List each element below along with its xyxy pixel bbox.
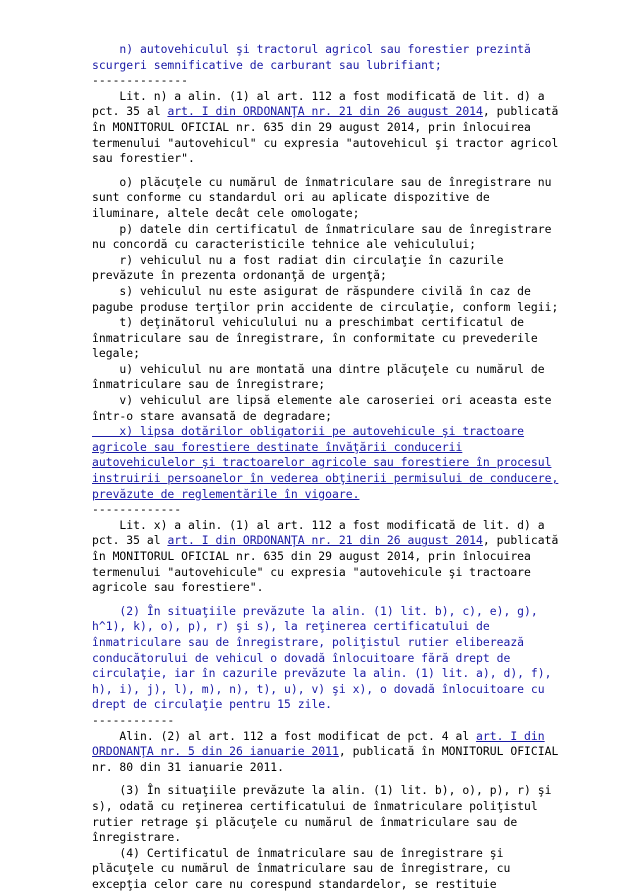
text-segment: legale; (92, 346, 141, 361)
text-segment: h), i), j), l), m), n), t), u), v) şi x), o dovadă înlocuitoare cu (92, 681, 545, 696)
text-segment: v) vehiculul are lipsă elemente ale caroseriei ori aceasta este (92, 393, 552, 408)
text-segment: pct. 35 al (92, 533, 168, 548)
text-segment: plăcuţele cu numărul de înmatriculare sau de înregistrare, cu (92, 861, 511, 876)
text-line (92, 175, 566, 191)
text-segment: s) vehiculul nu este asigurat de răspundere civilă în caz de (92, 283, 531, 298)
text-segment: , publicată în MONITORUL OFICIAL (338, 744, 559, 759)
text-segment: prevăzute în prezenta ordonanţă de urgenţă; (92, 268, 387, 283)
text-line (92, 682, 566, 698)
text-segment: sunt conforme cu standardul ori au aplicate dispozitive de (92, 190, 490, 205)
text-line (92, 861, 566, 877)
text-segment: pct. 35 al (92, 104, 168, 119)
text-segment: Alin. (2) al art. 112 a fost modificat de pct. 4 al (92, 728, 477, 743)
text-line (92, 89, 566, 105)
text-segment: circulaţie, iar în cazurile prevăzute la alin. (1) lit. a), d), f), (92, 666, 552, 681)
text-line (92, 206, 566, 222)
text-segment: s), odată cu reţinerea certificatului de înmatriculare poliţistul (92, 798, 538, 813)
text-line (92, 729, 566, 745)
text-line (92, 284, 566, 300)
text-segment: (4) Certificatul de înmatriculare sau de înregistrare şi (92, 845, 504, 860)
document-page (92, 42, 566, 892)
text-line (92, 487, 566, 503)
text-line (92, 619, 566, 635)
text-segment: agricole sau forestiere destinate învăţării conducerii (92, 439, 463, 454)
text-segment: rutier retrage şi plăcuţele cu numărul de înmatriculare sau de (92, 814, 518, 829)
text-segment: înmatriculare sau de înregistrare; (92, 377, 326, 392)
text-segment: t) deţinătorul vehiculului nu a preschimbat certificatul de (92, 315, 525, 330)
text-line (92, 760, 566, 776)
text-line (92, 268, 566, 284)
text-segment: (2) În situaţiile prevăzute la alin. (1) lit. b), c), e), g), (92, 603, 538, 618)
text-line (92, 580, 566, 596)
text-segment: instruirii persoanelor în vederea obţinerii permisului de conducere, (92, 471, 559, 486)
text-segment: , publicată (482, 533, 559, 548)
text-line (92, 362, 566, 378)
text-line (92, 222, 566, 238)
text-segment: sau forestier". (92, 151, 195, 166)
text-line (92, 409, 566, 425)
text-line (92, 42, 566, 58)
text-line (92, 424, 566, 440)
text-line (92, 393, 566, 409)
text-segment: într-o stare avansată de degradare; (92, 408, 333, 423)
text-segment: nr. 80 din 31 ianuarie 2011. (92, 759, 285, 774)
text-line (92, 104, 566, 120)
text-segment: termenului "autovehicule" cu expresia "autovehicule şi tractoare (92, 564, 531, 579)
text-line (92, 877, 566, 892)
text-segment: n) autovehiculul şi tractorul agricol sau forestier prezintă (92, 42, 531, 56)
text-segment: agricole sau forestiere". (92, 580, 264, 595)
text-segment: iluminare, altele decât cele omologate; (92, 205, 360, 220)
text-segment: Lit. x) a alin. (1) al art. 112 a fost modificată de lit. d) a (92, 517, 545, 532)
text-line (92, 73, 566, 89)
law-reference-link[interactable]: ORDONANŢA nr. 5 din 26 ianuarie 2011 (92, 744, 339, 759)
paragraph-spacer (92, 596, 566, 604)
text-line (92, 331, 566, 347)
text-segment: o) plăcuţele cu numărul de înmatriculare sau de înregistrare nu (92, 174, 552, 189)
text-segment: înmatriculare sau de înregistrare, în conformitate cu prevederile (92, 330, 538, 345)
text-line (92, 744, 566, 760)
text-segment: ------------ (92, 712, 175, 727)
text-line (92, 713, 566, 729)
text-segment: termenului "autovehicul" cu expresia "autovehicul şi tractor agricol (92, 135, 559, 150)
law-reference-link[interactable]: art. I din ORDONANŢA nr. 21 din 26 august 2014 (167, 104, 483, 119)
text-segment: înregistrare. (92, 830, 182, 845)
paragraph-spacer (92, 167, 566, 175)
text-line (92, 604, 566, 620)
text-segment: , publicată (482, 104, 559, 119)
text-line (92, 120, 566, 136)
text-segment: drept de circulaţie pentru 15 zile. (92, 697, 333, 712)
text-line (92, 666, 566, 682)
text-segment: Lit. n) a alin. (1) al art. 112 a fost modificată de lit. d) a (92, 88, 545, 103)
text-segment: excepţia celor care nu corespund standardelor, se restituie (92, 876, 497, 891)
text-line (92, 253, 566, 269)
text-segment: înmatriculare sau de înregistrare, poliţistul rutier eliberează (92, 634, 525, 649)
text-segment: u) vehiculul nu are montată una dintre plăcuţele cu numărul de (92, 361, 545, 376)
text-line (92, 697, 566, 713)
text-line (92, 815, 566, 831)
text-line (92, 502, 566, 518)
text-segment: x) lipsa dotărilor obligatorii pe autovehicule şi tractoare (92, 424, 525, 439)
text-segment: autovehiculelor şi tractoarelor agricole sau forestiere în procesul (92, 455, 552, 470)
text-line (92, 533, 566, 549)
text-line (92, 549, 566, 565)
text-line (92, 846, 566, 862)
text-line (92, 565, 566, 581)
text-segment: nu concordă cu caracteristicile tehnice ale vehiculului; (92, 237, 477, 252)
text-segment: -------------- (92, 73, 189, 88)
text-segment: în MONITORUL OFICIAL nr. 635 din 29 august 2014, prin înlocuirea (92, 119, 531, 134)
text-segment: pagube produse terţilor prin accidente de circulaţie, conform legii; (92, 299, 559, 314)
text-line (92, 377, 566, 393)
text-segment: p) datele din certificatul de înmatriculare sau de înregistrare (92, 221, 552, 236)
text-line (92, 346, 566, 362)
text-line (92, 471, 566, 487)
text-line (92, 237, 566, 253)
text-segment: în MONITORUL OFICIAL nr. 635 din 29 august 2014, prin înlocuirea (92, 549, 531, 563)
text-line (92, 300, 566, 316)
text-line (92, 136, 566, 152)
text-segment: (3) În situaţiile prevăzute la alin. (1) lit. b), o), p), r) şi (92, 783, 552, 798)
text-segment: conducătorului de vehicul o dovadă înlocuitoare fără drept de (92, 650, 511, 665)
text-line (92, 635, 566, 651)
text-line (92, 455, 566, 471)
text-line (92, 315, 566, 331)
text-segment: ------------- (92, 502, 182, 517)
text-line (92, 651, 566, 667)
text-segment: prevăzute de reglementările în vigoare. (92, 486, 360, 501)
text-line (92, 190, 566, 206)
text-segment: r) vehiculul nu a fost radiat din circulaţie în cazurile (92, 252, 504, 267)
law-reference-link[interactable]: art. I din ORDONANŢA nr. 21 din 26 august 2014 (167, 533, 483, 548)
text-line (92, 799, 566, 815)
text-line (92, 440, 566, 456)
text-line (92, 783, 566, 799)
text-segment: h^1), k), o), p), r) şi s), la reţinerea certificatului de (92, 619, 490, 634)
law-reference-link[interactable]: art. I din (476, 728, 545, 743)
text-line (92, 151, 566, 167)
text-line (92, 518, 566, 534)
text-segment: scurgeri semnificative de carburant sau lubrifiant; (92, 57, 442, 72)
text-line (92, 58, 566, 74)
text-line (92, 830, 566, 846)
